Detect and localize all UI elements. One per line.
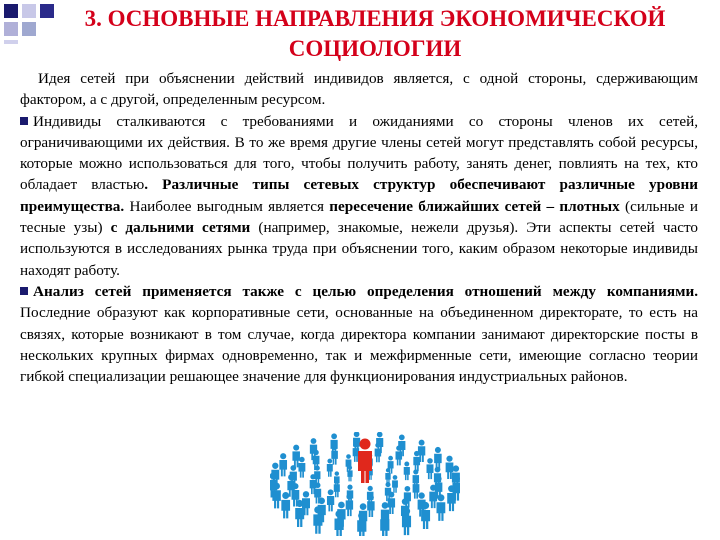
crowd-person — [335, 510, 344, 536]
crowd-person — [447, 485, 456, 511]
title-line-2: СОЦИОЛОГИИ — [288, 36, 462, 61]
paragraph-3: Анализ сетей применяется также с целью определения отношений между компаниями. Последние образуют как корпоративные сети, основанные на объединенном директорате, то есть на связях, которые возникают в том случае, когда директора компании занимают директорские посты в нескольких крупных фирмах одновременно, так и межфирменные сети, имеющие согласно теории гибкой специализации решающее значение для функционирования индустриальных районов. — [20, 282, 698, 386]
crowd-person — [327, 459, 333, 477]
crowd-person — [392, 475, 398, 493]
slide-body — [20, 68, 698, 387]
crowd-person — [404, 462, 410, 481]
crowd-person — [327, 489, 334, 511]
crowd-person — [346, 494, 353, 517]
crowd-person — [380, 511, 389, 536]
paragraph-2: Индивиды сталкиваются с требованиями и ожиданиями со стороны членов их сетей, ограничивающими их действия. В то же время другие члены сетей могут представлять собой ресурсы, которые можно использоваться для того, чтобы получить работу, занять денег, повлиять на тех, кто обладает властью. Различные типы сетевых структур обеспечивают различные уровни преимущества. Наиболее выгодным является пересечение ближайших сетей – плотных (сильные и тесные узы) с дальними сетями (например, знакомые, нежели друзья). Эти аспекты сетей часто используются в исследованиях рынка труда при объяснении того, каким образом некоторые индивиды находят работу. — [20, 112, 698, 279]
slide-title — [40, 4, 710, 64]
crowd-person — [367, 495, 374, 518]
title-line-1: 3. ОСНОВНЫЕ НАПРАВЛЕНИЯ ЭКОНОМИЧЕСКОЙ — [84, 6, 666, 31]
crowd-person — [437, 494, 446, 521]
paragraph-1: Идея сетей при объяснении действий индивидов является, с одной стороны, сдерживающим фактором, а с другой, определенным ресурсом. — [20, 70, 698, 109]
bullet-square-icon — [20, 287, 28, 295]
crowd-person — [427, 458, 434, 479]
crowd-person — [421, 502, 430, 529]
crowd-person — [357, 512, 366, 536]
crowd-person — [295, 500, 304, 527]
bullet-square-icon — [20, 117, 28, 125]
crowd-person — [281, 492, 290, 518]
crowd-person — [313, 506, 322, 534]
crowd-person — [402, 508, 411, 536]
crowd-person — [279, 453, 287, 476]
crowd-person — [434, 447, 442, 470]
network-crowd-leader-icon — [270, 432, 460, 536]
